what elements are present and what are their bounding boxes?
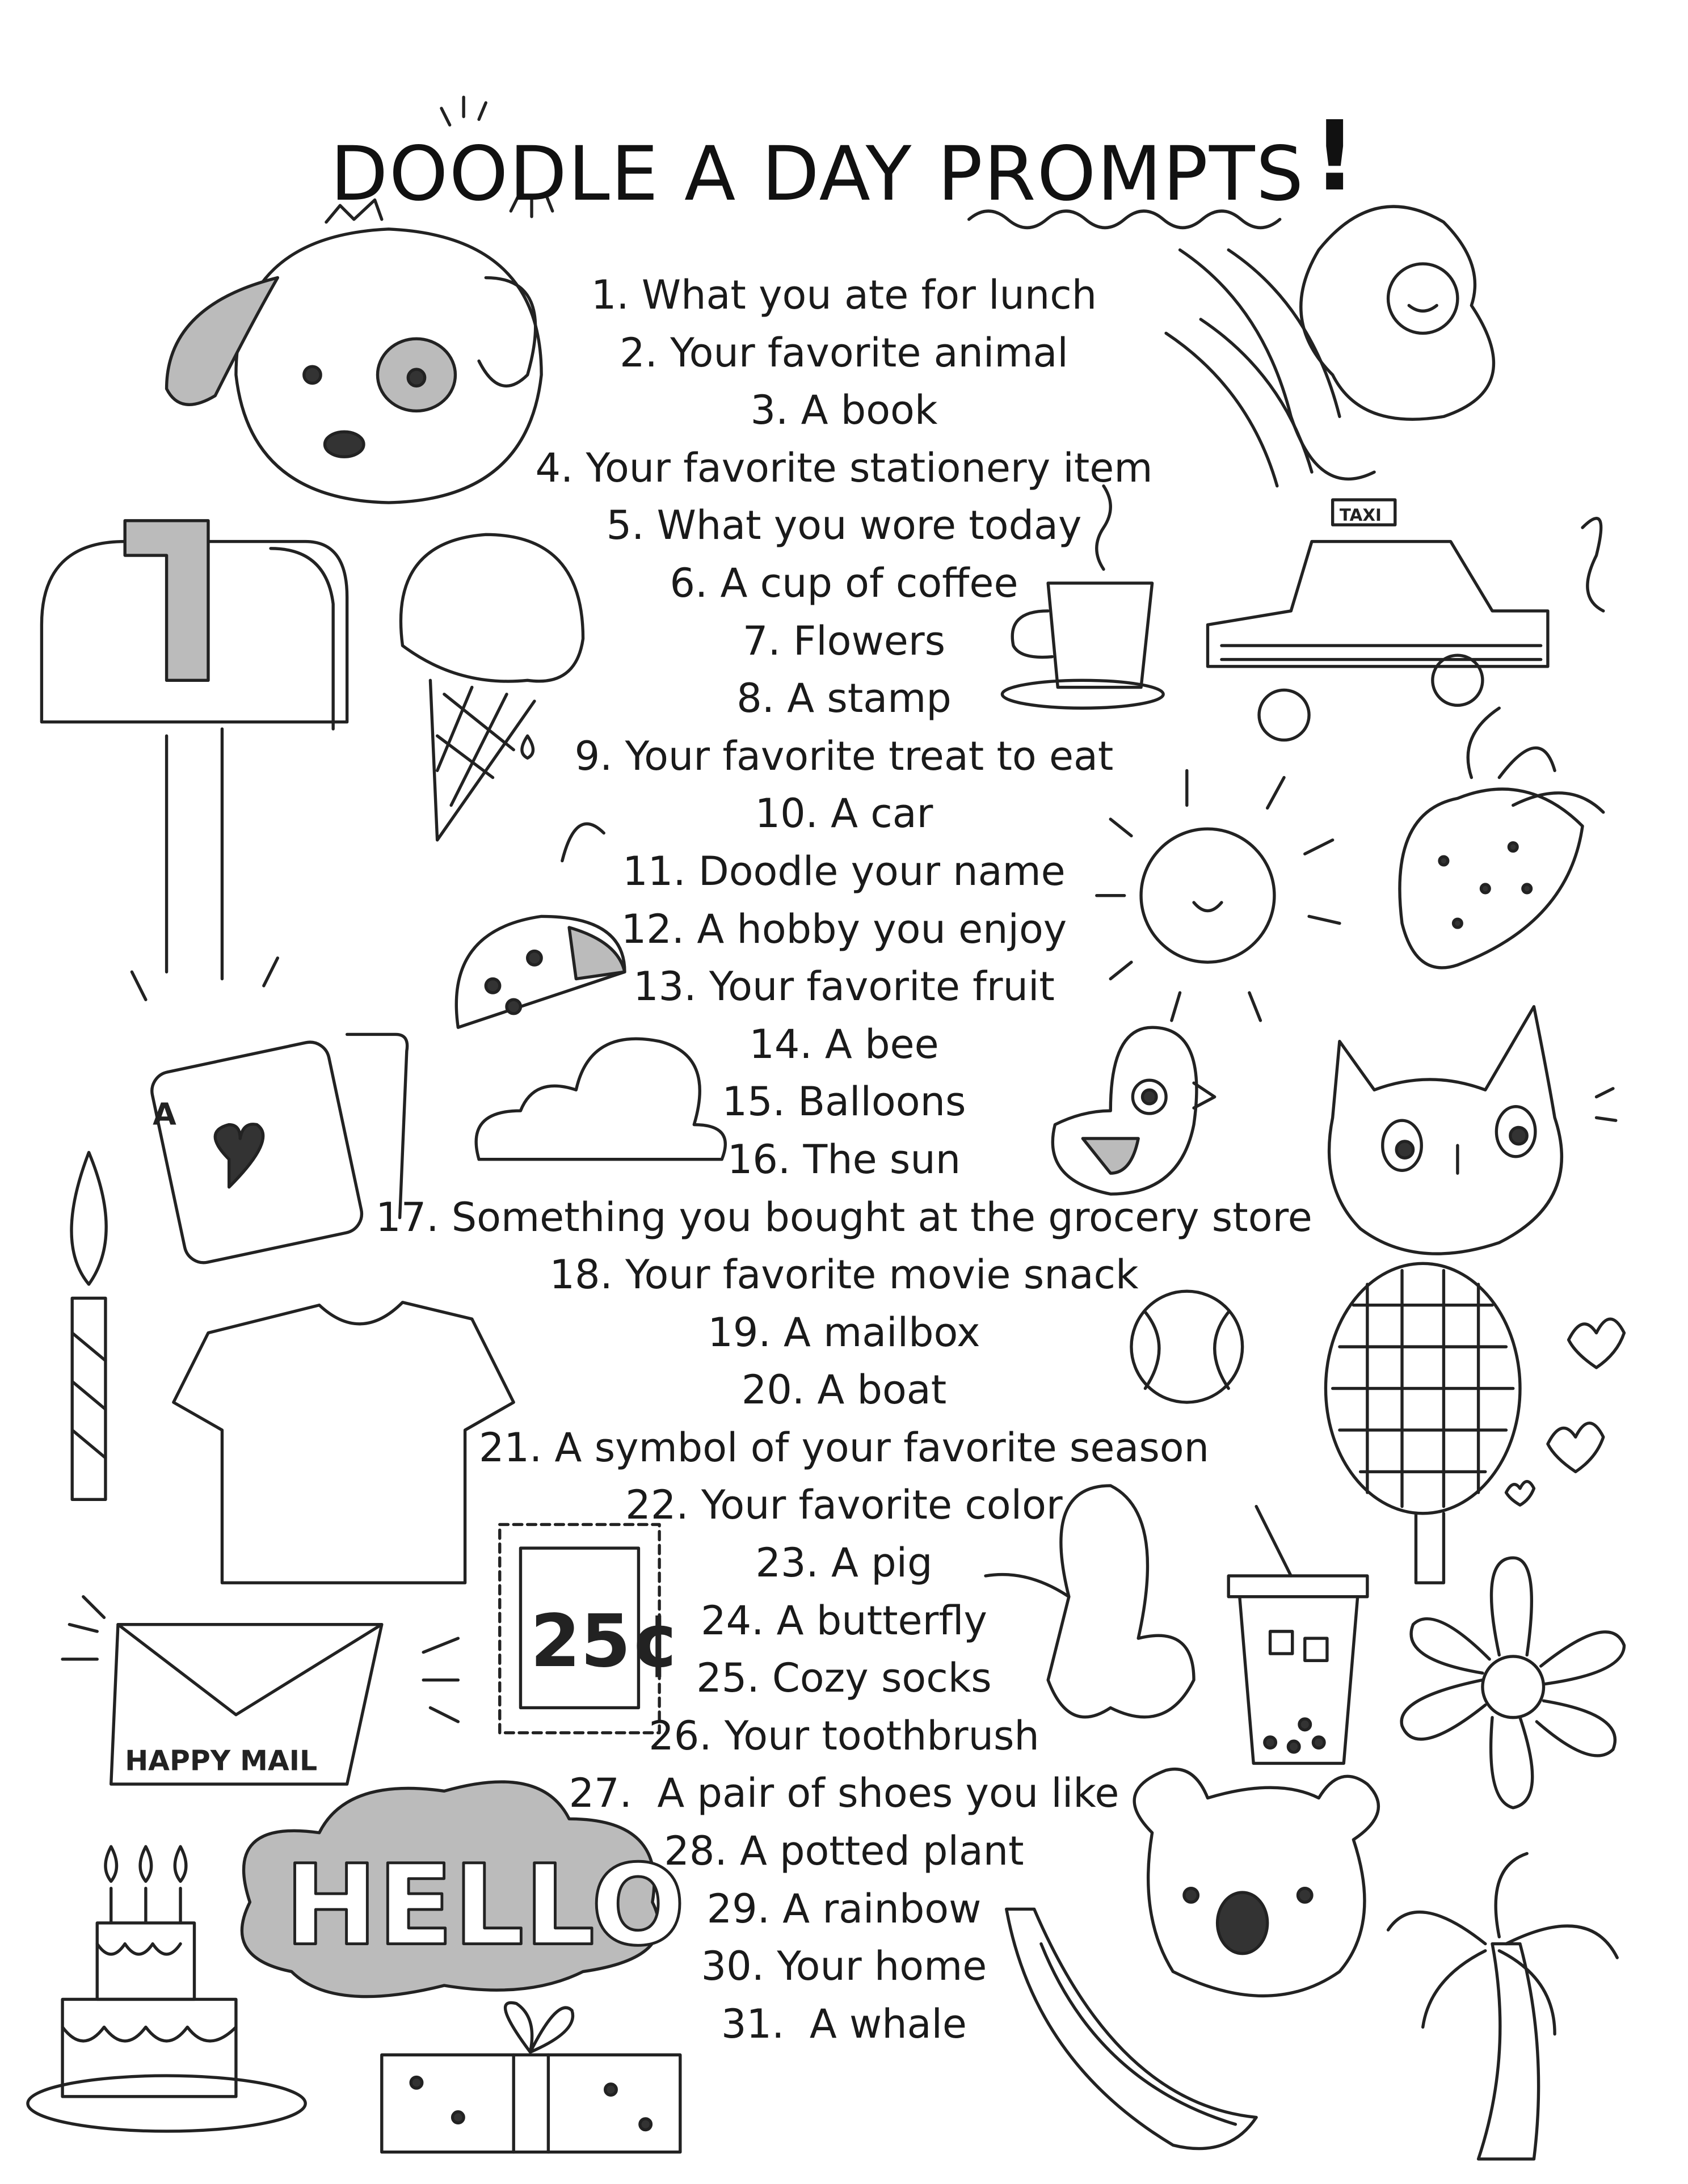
prompt-item: 15. Balloons xyxy=(722,1078,966,1125)
prompt-item: 24. A butterfly xyxy=(701,1597,987,1644)
prompt-item: 29. A rainbow xyxy=(706,1885,982,1932)
prompt-item: 2. Your favorite animal xyxy=(620,329,1068,376)
prompt-item: 25. Cozy socks xyxy=(696,1655,992,1702)
prompt-item: 7. Flowers xyxy=(742,617,946,664)
prompt-item: 18. Your favorite movie snack xyxy=(549,1251,1139,1298)
prompt-item: 3. A book xyxy=(750,387,938,434)
prompt-item: 9. Your favorite treat to eat xyxy=(574,732,1114,779)
stamp-label: 25¢ xyxy=(530,1600,681,1684)
prompt-item: 11. Doodle your name xyxy=(622,848,1066,895)
hello-label: HELLO xyxy=(284,1841,685,1971)
prompt-item: 30. Your home xyxy=(701,1943,987,1990)
prompt-item: 28. A potted plant xyxy=(664,1828,1024,1875)
card-label: A xyxy=(153,1096,176,1132)
prompt-item: 10. A car xyxy=(755,790,933,837)
prompt-item: 22. Your favorite color xyxy=(625,1482,1063,1529)
prompt-item: 1. What you ate for lunch xyxy=(591,272,1097,318)
prompt-item: 14. A bee xyxy=(749,1021,939,1068)
title-exclamation: ! xyxy=(1312,100,1358,213)
prompt-item: 8. A stamp xyxy=(736,675,952,722)
prompt-item: 26. Your toothbrush xyxy=(649,1712,1039,1759)
taxi-label: TAXI xyxy=(1339,505,1382,525)
prompt-list xyxy=(0,267,1688,2053)
prompt-item: 31. A whale xyxy=(721,2000,967,2047)
prompt-item: 16. The sun xyxy=(727,1136,961,1183)
prompt-item: 13. Your favorite fruit xyxy=(633,963,1055,1010)
prompt-item: 27. A pair of shoes you like xyxy=(569,1770,1119,1817)
prompt-item: 5. What you wore today xyxy=(606,502,1082,549)
prompt-item: 21. A symbol of your favorite season xyxy=(478,1424,1209,1471)
prompt-item: 19. A mailbox xyxy=(708,1309,980,1356)
page-title xyxy=(0,100,1688,223)
prompt-item: 4. Your favorite stationery item xyxy=(535,444,1153,491)
prompt-item: 17. Something you bought at the grocery store xyxy=(376,1194,1312,1241)
prompt-item: 23. A pig xyxy=(755,1540,933,1587)
title-text: DOODLE A DAY PROMPTS xyxy=(330,130,1305,218)
prompt-item: 6. A cup of coffee xyxy=(670,559,1018,606)
prompt-item: 12. A hobby you enjoy xyxy=(621,905,1067,952)
prompt-item: 20. A boat xyxy=(741,1367,947,1414)
envelope-label: HAPPY MAIL xyxy=(125,1744,318,1777)
